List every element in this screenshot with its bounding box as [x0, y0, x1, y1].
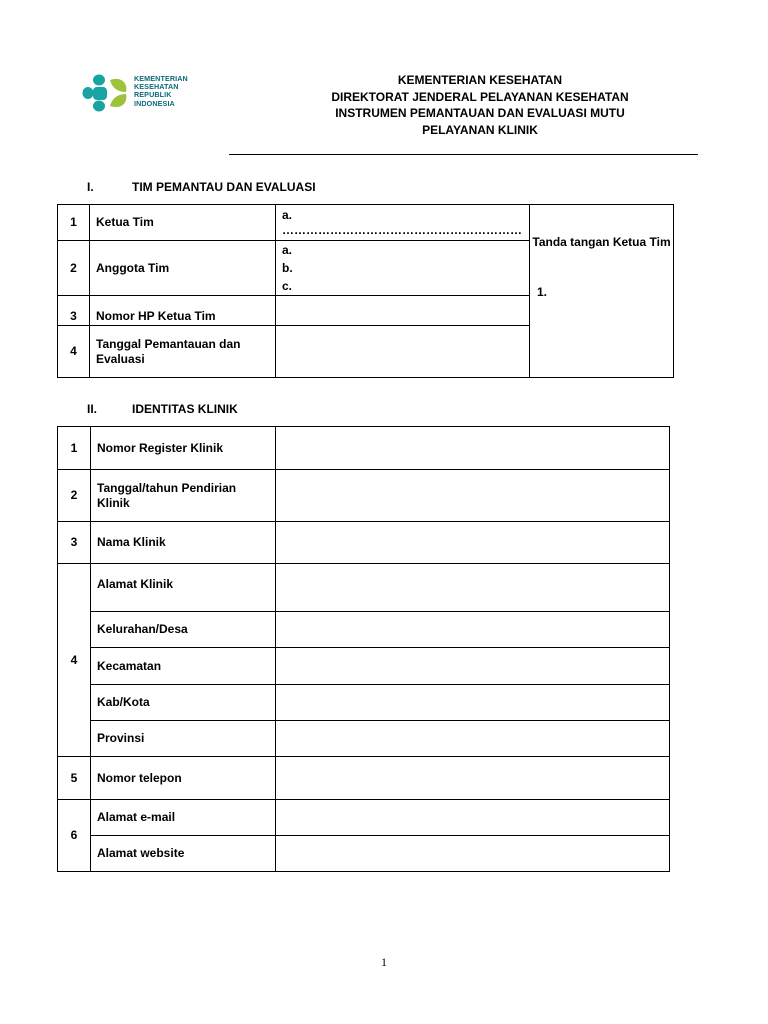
row-label: Nomor HP Ketua Tim — [90, 296, 276, 326]
tanggal-field[interactable] — [276, 326, 530, 378]
kemenkes-logo — [82, 72, 198, 116]
row-label: Alamat e-mail — [91, 800, 276, 836]
header-line: PELAYANAN KLINIK — [422, 122, 538, 137]
nama-klinik-field[interactable] — [276, 522, 670, 564]
alamat-klinik-field[interactable] — [276, 564, 670, 612]
website-field[interactable] — [276, 836, 670, 872]
logo-text — [134, 75, 188, 108]
table-row — [58, 522, 670, 564]
nomor-register-field[interactable] — [276, 427, 670, 470]
list-item: b. — [282, 261, 293, 275]
kemenkes-emblem-icon — [82, 72, 132, 116]
ketua-tim-value: a. …………………………………………………… — [282, 207, 522, 237]
nomor-hp-field[interactable] — [276, 296, 530, 326]
page-number: 1 — [381, 955, 387, 969]
table-row — [58, 564, 670, 612]
row-label: Alamat website — [91, 836, 276, 872]
section-title: IDENTITAS KLINIK — [132, 402, 238, 416]
list-item: a. — [282, 243, 293, 257]
kecamatan-field[interactable] — [276, 648, 670, 685]
row-label: Tanggal Pemantauan dan Evaluasi — [90, 326, 276, 378]
row-label: Nomor Register Klinik — [91, 427, 276, 470]
team-table — [57, 204, 674, 378]
list-item: c. — [282, 279, 293, 293]
row-label: Kab/Kota — [91, 685, 276, 721]
email-field[interactable] — [276, 800, 670, 836]
row-label: Anggota Tim — [90, 241, 276, 296]
row-number: 2 — [58, 470, 91, 522]
row-label: Tanggal/tahun Pendirian Klinik — [91, 470, 276, 522]
row-label: Provinsi — [91, 721, 276, 757]
table-row — [58, 721, 670, 757]
row-number: 4 — [58, 326, 90, 378]
row-label: Ketua Tim — [90, 205, 276, 241]
kelurahan-field[interactable] — [276, 612, 670, 648]
logo-line: KEMENTERIAN — [134, 74, 188, 83]
header-divider — [229, 154, 698, 155]
tanggal-pendirian-field[interactable] — [276, 470, 670, 522]
table-row — [58, 470, 670, 522]
table-row — [58, 427, 670, 470]
section-title: TIM PEMANTAU DAN EVALUASI — [132, 180, 316, 194]
row-label: Nama Klinik — [91, 522, 276, 564]
row-label: Nomor telepon — [91, 757, 276, 800]
signature-item: 1. — [537, 285, 548, 299]
row-label: Kecamatan — [91, 648, 276, 685]
clinic-identity-table — [57, 426, 670, 872]
table-row — [58, 800, 670, 836]
section-number: II. — [87, 402, 98, 416]
row-number: 3 — [58, 522, 91, 564]
signature-title: Tanda tangan Ketua Tim — [532, 235, 671, 249]
kab-kota-field[interactable] — [276, 685, 670, 721]
table-row — [58, 757, 670, 800]
provinsi-field[interactable] — [276, 721, 670, 757]
row-number: 5 — [58, 757, 91, 800]
table-row — [58, 205, 674, 241]
nomor-telepon-field[interactable] — [276, 757, 670, 800]
section-number: I. — [87, 180, 94, 194]
header-line: KEMENTERIAN KESEHATAN — [397, 73, 563, 87]
logo-line: KESEHATAN — [134, 82, 179, 92]
row-label: Kelurahan/Desa — [91, 612, 276, 648]
row-number: 6 — [58, 800, 91, 872]
table-row — [58, 612, 670, 648]
document-header — [280, 72, 680, 138]
anggota-tim-field[interactable] — [276, 241, 530, 296]
row-number: 1 — [58, 427, 91, 470]
row-number: 2 — [58, 241, 90, 296]
table-row — [58, 685, 670, 721]
row-number: 4 — [58, 564, 91, 757]
row-number: 3 — [58, 296, 90, 326]
header-line: DIREKTORAT JENDERAL PELAYANAN KESEHATAN — [331, 89, 629, 104]
row-number: 1 — [58, 205, 90, 241]
table-row — [58, 836, 670, 872]
table-row — [58, 648, 670, 685]
logo-line: REPUBLIK — [134, 90, 172, 100]
row-label: Alamat Klinik — [91, 564, 276, 612]
logo-line: INDONESIA — [134, 98, 175, 108]
signature-cell[interactable] — [530, 205, 674, 378]
ketua-tim-field[interactable] — [276, 205, 530, 241]
header-line: INSTRUMEN PEMANTAUAN DAN EVALUASI MUTU — [335, 106, 625, 120]
